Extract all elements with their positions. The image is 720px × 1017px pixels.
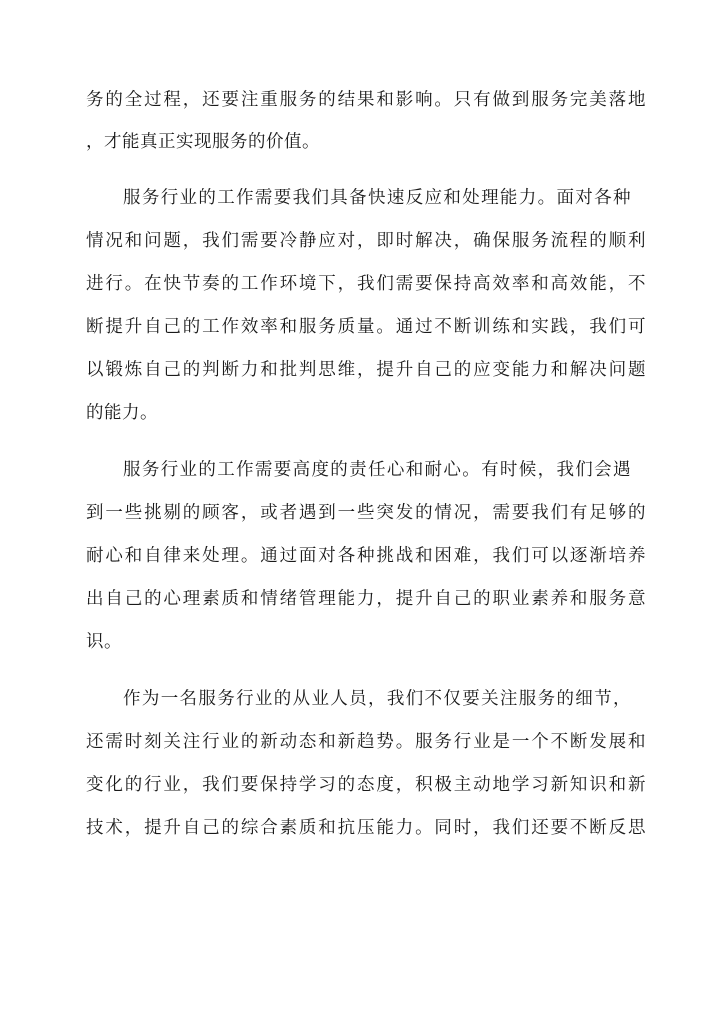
paragraph-4-line-1: 作为一名服务行业的从业人员，我们不仅要关注服务的细节，: [123, 689, 631, 709]
paragraph-2-line-1: 服务行业的工作需要我们具备快速反应和处理能力。面对各种: [123, 188, 631, 208]
paragraph-2-line-2: 情况和问题，我们需要冷静应对，即时解决，确保服务流程的顺利: [86, 231, 646, 251]
paragraph-3-line-5: 识。: [86, 632, 122, 652]
paragraph-2-line-4: 断提升自己的工作效率和服务质量。通过不断训练和实践，我们可: [86, 317, 646, 337]
paragraph-4-line-3: 变化的行业，我们要保持学习的态度，积极主动地学习新知识和新: [86, 775, 646, 795]
paragraph-4-line-4: 技术，提升自己的综合素质和抗压能力。同时，我们还要不断反思: [86, 818, 646, 838]
paragraph-2-line-3: 进行。在快节奏的工作环境下，我们需要保持高效率和高效能，不: [86, 274, 646, 294]
paragraph-4-line-2: 还需时刻关注行业的新动态和新趋势。服务行业是一个不断发展和: [86, 732, 646, 752]
paragraph-1-line-2: ，才能真正实现服务的价值。: [86, 132, 320, 152]
paragraph-3-line-2: 到一些挑剔的顾客，或者遇到一些突发的情况，需要我们有足够的: [86, 503, 646, 523]
paragraph-2-line-5: 以锻炼自己的判断力和批判思维，提升自己的应变能力和解决问题: [86, 360, 646, 380]
paragraph-3-line-4: 出自己的心理素质和情绪管理能力，提升自己的职业素养和服务意: [86, 589, 646, 609]
paragraph-3-line-3: 耐心和自律来处理。通过面对各种挑战和困难，我们可以逐渐培养: [86, 546, 646, 566]
paragraph-3-line-1: 服务行业的工作需要高度的责任心和耐心。有时候，我们会遇: [123, 460, 631, 480]
paragraph-1-line-1: 务的全过程，还要注重服务的结果和影响。只有做到服务完美落地: [86, 90, 646, 110]
paragraph-2-line-6: 的能力。: [86, 403, 158, 423]
